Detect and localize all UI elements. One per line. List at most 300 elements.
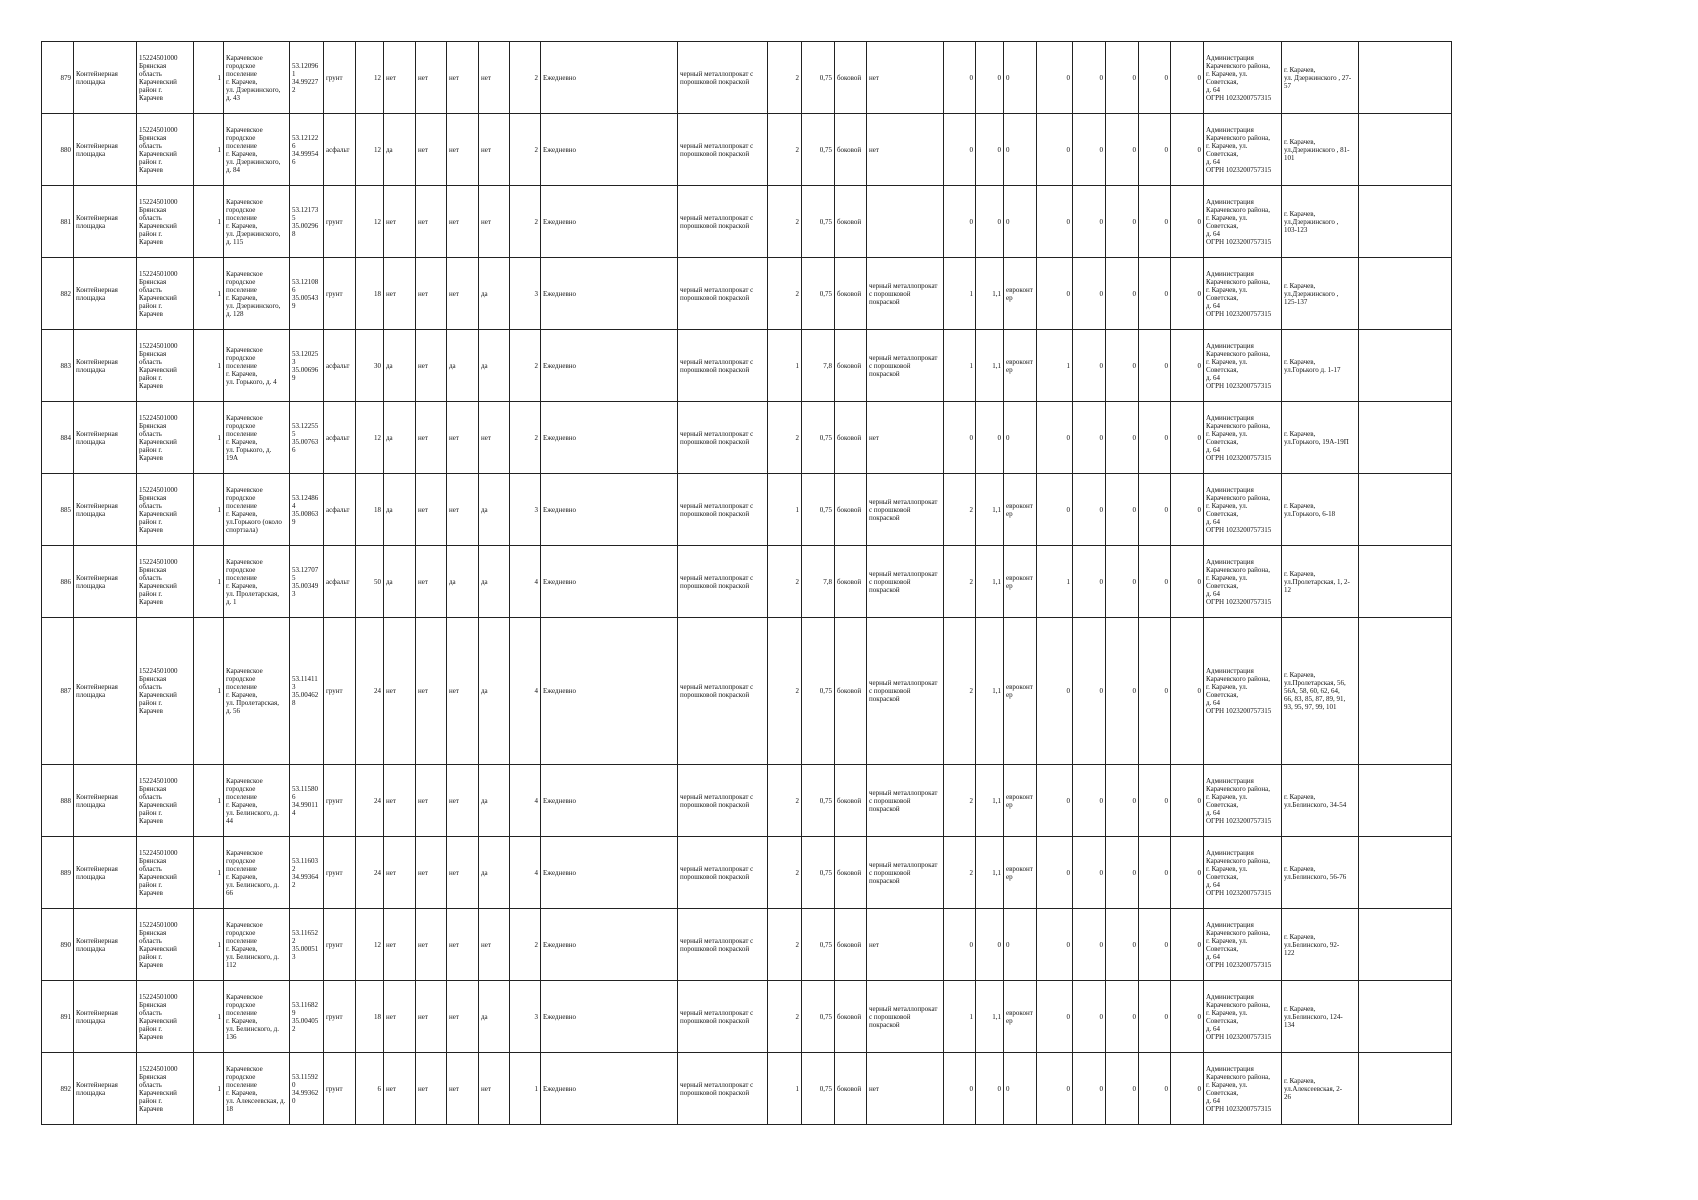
cell-blank xyxy=(1359,330,1452,402)
cell-owner: Администрация Карачевского района, г. Карачев, ул. Советская, д. 64 ОГРН 1023200757315 xyxy=(1204,42,1282,114)
cell-z3: 0 xyxy=(1106,402,1139,474)
cell-num: 884 xyxy=(42,402,74,474)
cell-okato: 15224501000 Брянская область Карачевский район г. Карачев xyxy=(137,402,194,474)
cell-type: Контейнерная площадка xyxy=(74,186,137,258)
cell-settlement: Карачевское городское поселение г. Карачев, ул. Горького, д. 19А xyxy=(224,402,290,474)
cell-num: 882 xyxy=(42,258,74,330)
cell-z4: 0 xyxy=(1139,765,1171,837)
cell-roof: нет xyxy=(416,765,447,837)
cell-blank xyxy=(1359,474,1452,546)
table-row xyxy=(42,981,1452,1053)
table-row xyxy=(42,114,1452,186)
cell-z1: 0 xyxy=(1037,909,1073,981)
cell-okato: 15224501000 Брянская область Карачевский район г. Карачев xyxy=(137,546,194,618)
cell-z3: 0 xyxy=(1106,474,1139,546)
cell-vol2: 1,1 xyxy=(976,546,1004,618)
cell-settlement: Карачевское городское поселение г. Карачев, ул. Горького, д. 4 xyxy=(224,330,290,402)
cell-freq: Ежедневно xyxy=(541,618,678,765)
cell-area: 18 xyxy=(356,474,384,546)
table-row xyxy=(42,1053,1452,1125)
cell-fence: нет xyxy=(384,186,416,258)
cell-k2: 2 xyxy=(944,765,976,837)
cell-fence: нет xyxy=(384,981,416,1053)
cell-roof: нет xyxy=(416,546,447,618)
cell-owner: Администрация Карачевского района, г. Карачев, ул. Советская, д. 64 ОГРН 1023200757315 xyxy=(1204,474,1282,546)
cell-freq: Ежедневно xyxy=(541,837,678,909)
cell-z3: 0 xyxy=(1106,42,1139,114)
cell-freq: Ежедневно xyxy=(541,765,678,837)
cell-one: 1 xyxy=(194,981,224,1053)
cell-type: Контейнерная площадка xyxy=(74,618,137,765)
cell-vol: 0,75 xyxy=(802,981,835,1053)
cell-material: черный металлопрокат с порошковой покраской xyxy=(678,981,768,1053)
cell-z4: 0 xyxy=(1139,1053,1171,1125)
cell-k1: 2 xyxy=(768,546,802,618)
cell-freq: Ежедневно xyxy=(541,981,678,1053)
cell-fence: нет xyxy=(384,618,416,765)
cell-addresses: г. Карачев, ул.Горького, 6-18 xyxy=(1282,474,1359,546)
cell-coords: 53.12025 3 35.00696 9 xyxy=(290,330,324,402)
cell-qty: 2 xyxy=(510,402,541,474)
cell-z4: 0 xyxy=(1139,402,1171,474)
cell-one: 1 xyxy=(194,474,224,546)
cell-vol: 0,75 xyxy=(802,402,835,474)
cell-okato: 15224501000 Брянская область Карачевский район г. Карачев xyxy=(137,765,194,837)
cell-vol2: 1,1 xyxy=(976,474,1004,546)
cell-material: черный металлопрокат с порошковой покраской xyxy=(678,186,768,258)
cell-area: 6 xyxy=(356,1053,384,1125)
cell-z3: 0 xyxy=(1106,765,1139,837)
cell-roof: нет xyxy=(416,186,447,258)
cell-okato: 15224501000 Брянская область Карачевский район г. Карачев xyxy=(137,618,194,765)
table-row xyxy=(42,258,1452,330)
cell-addresses: г. Карачев, ул.Белинского, 92- 122 xyxy=(1282,909,1359,981)
cell-one: 1 xyxy=(194,546,224,618)
cell-coords: 53.11603 2 34.99364 2 xyxy=(290,837,324,909)
cell-material: черный металлопрокат с порошковой покраской xyxy=(678,765,768,837)
cell-k2: 1 xyxy=(944,981,976,1053)
cell-qty: 4 xyxy=(510,546,541,618)
cell-vol: 0,75 xyxy=(802,42,835,114)
cell-vol2: 1,1 xyxy=(976,618,1004,765)
cell-roof: нет xyxy=(416,42,447,114)
cell-c5: да xyxy=(479,765,510,837)
cell-roof: нет xyxy=(416,402,447,474)
cell-z5: 0 xyxy=(1171,474,1204,546)
cell-blank xyxy=(1359,765,1452,837)
cell-load: боковой xyxy=(835,909,867,981)
cell-type: Контейнерная площадка xyxy=(74,474,137,546)
cell-vol: 0,75 xyxy=(802,114,835,186)
cell-one: 1 xyxy=(194,909,224,981)
cell-c4: да xyxy=(447,546,479,618)
cell-addresses: г. Карачев, ул.Дзержинского , 125-137 xyxy=(1282,258,1359,330)
cell-c4: нет xyxy=(447,618,479,765)
cell-k2: 1 xyxy=(944,330,976,402)
cell-blank xyxy=(1359,186,1452,258)
cell-k2: 0 xyxy=(944,909,976,981)
cell-mat2: черный металлопрокат с порошковой покраской xyxy=(867,765,944,837)
cell-k2: 2 xyxy=(944,618,976,765)
cell-material: черный металлопрокат с порошковой покраской xyxy=(678,909,768,981)
cell-t2: 0 xyxy=(1004,909,1037,981)
cell-roof: нет xyxy=(416,474,447,546)
cell-vol2: 1,1 xyxy=(976,258,1004,330)
cell-t2: 0 xyxy=(1004,114,1037,186)
cell-freq: Ежедневно xyxy=(541,1053,678,1125)
cell-z5: 0 xyxy=(1171,330,1204,402)
cell-t2: евроконт ер xyxy=(1004,474,1037,546)
cell-surface: грунт xyxy=(324,981,356,1053)
cell-c4: нет xyxy=(447,258,479,330)
cell-z4: 0 xyxy=(1139,114,1171,186)
cell-c4: нет xyxy=(447,402,479,474)
cell-z3: 0 xyxy=(1106,1053,1139,1125)
cell-vol2: 0 xyxy=(976,402,1004,474)
cell-mat2: черный металлопрокат с порошковой покраской xyxy=(867,618,944,765)
cell-num: 886 xyxy=(42,546,74,618)
cell-k1: 2 xyxy=(768,909,802,981)
cell-qty: 4 xyxy=(510,618,541,765)
cell-mat2: нет xyxy=(867,909,944,981)
cell-freq: Ежедневно xyxy=(541,474,678,546)
cell-k1: 2 xyxy=(768,258,802,330)
cell-surface: грунт xyxy=(324,186,356,258)
cell-vol: 0,75 xyxy=(802,1053,835,1125)
cell-addresses: г. Карачев, ул.Белинского, 34-54 xyxy=(1282,765,1359,837)
cell-t2: евроконт ер xyxy=(1004,837,1037,909)
table-body xyxy=(42,42,1452,1125)
cell-z2: 0 xyxy=(1073,546,1106,618)
cell-vol: 0,75 xyxy=(802,186,835,258)
cell-z5: 0 xyxy=(1171,909,1204,981)
cell-area: 12 xyxy=(356,186,384,258)
cell-z5: 0 xyxy=(1171,837,1204,909)
cell-fence: да xyxy=(384,330,416,402)
cell-owner: Администрация Карачевского района, г. Карачев, ул. Советская, д. 64 ОГРН 1023200757315 xyxy=(1204,837,1282,909)
cell-okato: 15224501000 Брянская область Карачевский район г. Карачев xyxy=(137,909,194,981)
cell-z1: 0 xyxy=(1037,981,1073,1053)
cell-surface: асфальт xyxy=(324,402,356,474)
cell-coords: 53.11411 3 35.00462 8 xyxy=(290,618,324,765)
cell-z1: 0 xyxy=(1037,765,1073,837)
cell-freq: Ежедневно xyxy=(541,114,678,186)
cell-blank xyxy=(1359,546,1452,618)
cell-coords: 53.12122 6 34.99954 6 xyxy=(290,114,324,186)
cell-z3: 0 xyxy=(1106,330,1139,402)
cell-one: 1 xyxy=(194,258,224,330)
cell-coords: 53.11682 9 35.00405 2 xyxy=(290,981,324,1053)
cell-surface: асфальт xyxy=(324,330,356,402)
cell-mat2: нет xyxy=(867,42,944,114)
cell-k2: 0 xyxy=(944,402,976,474)
cell-mat2: черный металлопрокат с порошковой покраской xyxy=(867,837,944,909)
cell-c5: да xyxy=(479,258,510,330)
cell-one: 1 xyxy=(194,330,224,402)
cell-mat2: черный металлопрокат с порошковой покраской xyxy=(867,258,944,330)
cell-coords: 53.11580 6 34.99011 4 xyxy=(290,765,324,837)
cell-surface: асфальт xyxy=(324,546,356,618)
table-row xyxy=(42,618,1452,765)
cell-okato: 15224501000 Брянская область Карачевский район г. Карачев xyxy=(137,330,194,402)
cell-num: 885 xyxy=(42,474,74,546)
cell-c5: да xyxy=(479,837,510,909)
cell-c4: нет xyxy=(447,186,479,258)
cell-one: 1 xyxy=(194,42,224,114)
cell-k2: 0 xyxy=(944,114,976,186)
cell-num: 890 xyxy=(42,909,74,981)
cell-qty: 2 xyxy=(510,909,541,981)
cell-z4: 0 xyxy=(1139,909,1171,981)
cell-roof: нет xyxy=(416,837,447,909)
cell-fence: нет xyxy=(384,765,416,837)
cell-k1: 2 xyxy=(768,765,802,837)
cell-material: черный металлопрокат с порошковой покраской xyxy=(678,546,768,618)
cell-c4: нет xyxy=(447,42,479,114)
cell-fence: нет xyxy=(384,42,416,114)
cell-mat2: нет xyxy=(867,1053,944,1125)
cell-load: боковой xyxy=(835,618,867,765)
cell-addresses: г. Карачев, ул.Алексеевская, 2- 26 xyxy=(1282,1053,1359,1125)
cell-k2: 2 xyxy=(944,474,976,546)
cell-settlement: Карачевское городское поселение г. Карачев, ул. Пролетарская, д. 56 xyxy=(224,618,290,765)
cell-area: 30 xyxy=(356,330,384,402)
cell-mat2: нет xyxy=(867,402,944,474)
cell-c5: нет xyxy=(479,402,510,474)
cell-load: боковой xyxy=(835,765,867,837)
cell-settlement: Карачевское городское поселение г. Карачев, ул.Горького (около спортзала) xyxy=(224,474,290,546)
cell-z1: 0 xyxy=(1037,402,1073,474)
cell-one: 1 xyxy=(194,114,224,186)
table-row xyxy=(42,474,1452,546)
cell-num: 879 xyxy=(42,42,74,114)
cell-vol2: 0 xyxy=(976,909,1004,981)
cell-qty: 2 xyxy=(510,114,541,186)
cell-type: Контейнерная площадка xyxy=(74,114,137,186)
cell-z3: 0 xyxy=(1106,909,1139,981)
cell-qty: 3 xyxy=(510,474,541,546)
cell-c5: да xyxy=(479,474,510,546)
cell-z4: 0 xyxy=(1139,981,1171,1053)
cell-num: 889 xyxy=(42,837,74,909)
cell-num: 888 xyxy=(42,765,74,837)
cell-material: черный металлопрокат с порошковой покраской xyxy=(678,42,768,114)
cell-addresses: г. Карачев, ул.Дзержинского , 103-123 xyxy=(1282,186,1359,258)
cell-blank xyxy=(1359,402,1452,474)
cell-t2: евроконт ер xyxy=(1004,258,1037,330)
cell-z1: 0 xyxy=(1037,618,1073,765)
cell-owner: Администрация Карачевского района, г. Карачев, ул. Советская, д. 64 ОГРН 1023200757315 xyxy=(1204,618,1282,765)
cell-vol2: 1,1 xyxy=(976,981,1004,1053)
cell-load: боковой xyxy=(835,546,867,618)
cell-z3: 0 xyxy=(1106,618,1139,765)
cell-z2: 0 xyxy=(1073,765,1106,837)
cell-vol2: 1,1 xyxy=(976,837,1004,909)
cell-vol2: 0 xyxy=(976,1053,1004,1125)
cell-z1: 1 xyxy=(1037,546,1073,618)
cell-coords: 53.11592 0 34.99362 0 xyxy=(290,1053,324,1125)
cell-okato: 15224501000 Брянская область Карачевский район г. Карачев xyxy=(137,837,194,909)
cell-k2: 0 xyxy=(944,1053,976,1125)
cell-area: 24 xyxy=(356,618,384,765)
cell-type: Контейнерная площадка xyxy=(74,909,137,981)
cell-z5: 0 xyxy=(1171,114,1204,186)
cell-type: Контейнерная площадка xyxy=(74,765,137,837)
cell-material: черный металлопрокат с порошковой покраской xyxy=(678,618,768,765)
cell-owner: Администрация Карачевского района, г. Карачев, ул. Советская, д. 64 ОГРН 1023200757315 xyxy=(1204,765,1282,837)
cell-freq: Ежедневно xyxy=(541,330,678,402)
cell-z2: 0 xyxy=(1073,402,1106,474)
cell-one: 1 xyxy=(194,402,224,474)
cell-surface: грунт xyxy=(324,837,356,909)
cell-vol2: 1,1 xyxy=(976,765,1004,837)
cell-qty: 4 xyxy=(510,837,541,909)
cell-k1: 2 xyxy=(768,114,802,186)
cell-blank xyxy=(1359,258,1452,330)
cell-vol2: 0 xyxy=(976,186,1004,258)
cell-addresses: г. Карачев, ул.Пролетарская, 56, 56А, 58, 60, 62, 64, 66, 83, 85, 87, 89, 91, 93, 95, 97, 99, 101 xyxy=(1282,618,1359,765)
cell-coords: 53.12096 1 34.99227 2 xyxy=(290,42,324,114)
cell-z1: 0 xyxy=(1037,186,1073,258)
cell-z5: 0 xyxy=(1171,402,1204,474)
cell-z4: 0 xyxy=(1139,258,1171,330)
cell-surface: асфальт xyxy=(324,114,356,186)
cell-type: Контейнерная площадка xyxy=(74,837,137,909)
cell-surface: грунт xyxy=(324,1053,356,1125)
cell-z2: 0 xyxy=(1073,42,1106,114)
cell-blank xyxy=(1359,909,1452,981)
cell-roof: нет xyxy=(416,1053,447,1125)
cell-surface: асфальт xyxy=(324,474,356,546)
cell-material: черный металлопрокат с порошковой покраской xyxy=(678,330,768,402)
cell-qty: 1 xyxy=(510,1053,541,1125)
cell-type: Контейнерная площадка xyxy=(74,1053,137,1125)
cell-k1: 2 xyxy=(768,186,802,258)
cell-k1: 1 xyxy=(768,474,802,546)
cell-surface: грунт xyxy=(324,42,356,114)
cell-area: 12 xyxy=(356,402,384,474)
cell-vol: 7,8 xyxy=(802,546,835,618)
cell-load: боковой xyxy=(835,258,867,330)
table-row xyxy=(42,42,1452,114)
cell-load: боковой xyxy=(835,474,867,546)
cell-c4: нет xyxy=(447,765,479,837)
cell-z1: 0 xyxy=(1037,258,1073,330)
cell-settlement: Карачевское городское поселение г. Карачев, ул. Пролетарская, д. 1 xyxy=(224,546,290,618)
cell-c5: да xyxy=(479,330,510,402)
cell-mat2: черный металлопрокат с порошковой покраской xyxy=(867,330,944,402)
cell-area: 24 xyxy=(356,837,384,909)
cell-num: 892 xyxy=(42,1053,74,1125)
cell-material: черный металлопрокат с порошковой покраской xyxy=(678,837,768,909)
table-row xyxy=(42,402,1452,474)
cell-k1: 2 xyxy=(768,837,802,909)
cell-settlement: Карачевское городское поселение г. Карачев, ул. Дзержинского, д. 115 xyxy=(224,186,290,258)
cell-c5: да xyxy=(479,546,510,618)
cell-coords: 53.12707 5 35.00349 3 xyxy=(290,546,324,618)
cell-type: Контейнерная площадка xyxy=(74,42,137,114)
cell-one: 1 xyxy=(194,765,224,837)
cell-type: Контейнерная площадка xyxy=(74,546,137,618)
cell-load: боковой xyxy=(835,402,867,474)
cell-c5: нет xyxy=(479,186,510,258)
cell-num: 881 xyxy=(42,186,74,258)
cell-fence: да xyxy=(384,474,416,546)
cell-t2: 0 xyxy=(1004,42,1037,114)
cell-z4: 0 xyxy=(1139,330,1171,402)
cell-one: 1 xyxy=(194,837,224,909)
cell-fence: нет xyxy=(384,909,416,981)
cell-settlement: Карачевское городское поселение г. Карачев, ул. Белинского, д. 66 xyxy=(224,837,290,909)
cell-okato: 15224501000 Брянская область Карачевский район г. Карачев xyxy=(137,42,194,114)
cell-type: Контейнерная площадка xyxy=(74,402,137,474)
cell-c4: да xyxy=(447,330,479,402)
cell-qty: 3 xyxy=(510,981,541,1053)
cell-c4: нет xyxy=(447,1053,479,1125)
cell-z1: 1 xyxy=(1037,330,1073,402)
cell-one: 1 xyxy=(194,618,224,765)
cell-k1: 2 xyxy=(768,42,802,114)
cell-num: 883 xyxy=(42,330,74,402)
cell-owner: Администрация Карачевского района, г. Карачев, ул. Советская, д. 64 ОГРН 1023200757315 xyxy=(1204,330,1282,402)
cell-z5: 0 xyxy=(1171,618,1204,765)
cell-c4: нет xyxy=(447,837,479,909)
cell-settlement: Карачевское городское поселение г. Карачев, ул. Белинского, д. 44 xyxy=(224,765,290,837)
cell-mat2: черный металлопрокат с порошковой покраской xyxy=(867,546,944,618)
cell-addresses: г. Карачев, ул.Горького, 19А-19П xyxy=(1282,402,1359,474)
cell-z1: 0 xyxy=(1037,474,1073,546)
cell-z1: 0 xyxy=(1037,837,1073,909)
cell-z2: 0 xyxy=(1073,258,1106,330)
cell-area: 50 xyxy=(356,546,384,618)
cell-t2: евроконт ер xyxy=(1004,330,1037,402)
cell-area: 12 xyxy=(356,42,384,114)
cell-k1: 1 xyxy=(768,1053,802,1125)
cell-z5: 0 xyxy=(1171,42,1204,114)
cell-blank xyxy=(1359,837,1452,909)
cell-surface: грунт xyxy=(324,258,356,330)
cell-qty: 4 xyxy=(510,765,541,837)
cell-material: черный металлопрокат с порошковой покраской xyxy=(678,1053,768,1125)
cell-vol: 0,75 xyxy=(802,765,835,837)
cell-z1: 0 xyxy=(1037,1053,1073,1125)
cell-freq: Ежедневно xyxy=(541,546,678,618)
cell-roof: нет xyxy=(416,909,447,981)
cell-type: Контейнерная площадка xyxy=(74,981,137,1053)
cell-z2: 0 xyxy=(1073,114,1106,186)
cell-blank xyxy=(1359,618,1452,765)
cell-roof: нет xyxy=(416,114,447,186)
cell-vol2: 0 xyxy=(976,114,1004,186)
cell-num: 880 xyxy=(42,114,74,186)
cell-vol2: 0 xyxy=(976,42,1004,114)
cell-roof: нет xyxy=(416,258,447,330)
cell-type: Контейнерная площадка xyxy=(74,330,137,402)
cell-owner: Администрация Карачевского района, г. Карачев, ул. Советская, д. 64 ОГРН 1023200757315 xyxy=(1204,1053,1282,1125)
cell-vol: 0,75 xyxy=(802,258,835,330)
cell-freq: Ежедневно xyxy=(541,258,678,330)
cell-one: 1 xyxy=(194,1053,224,1125)
cell-coords: 53.12108 6 35.00543 9 xyxy=(290,258,324,330)
cell-qty: 2 xyxy=(510,186,541,258)
cell-load: боковой xyxy=(835,42,867,114)
cell-blank xyxy=(1359,114,1452,186)
cell-mat2 xyxy=(867,186,944,258)
cell-t2: евроконт ер xyxy=(1004,618,1037,765)
cell-c5: нет xyxy=(479,114,510,186)
cell-area: 12 xyxy=(356,909,384,981)
cell-load: боковой xyxy=(835,981,867,1053)
